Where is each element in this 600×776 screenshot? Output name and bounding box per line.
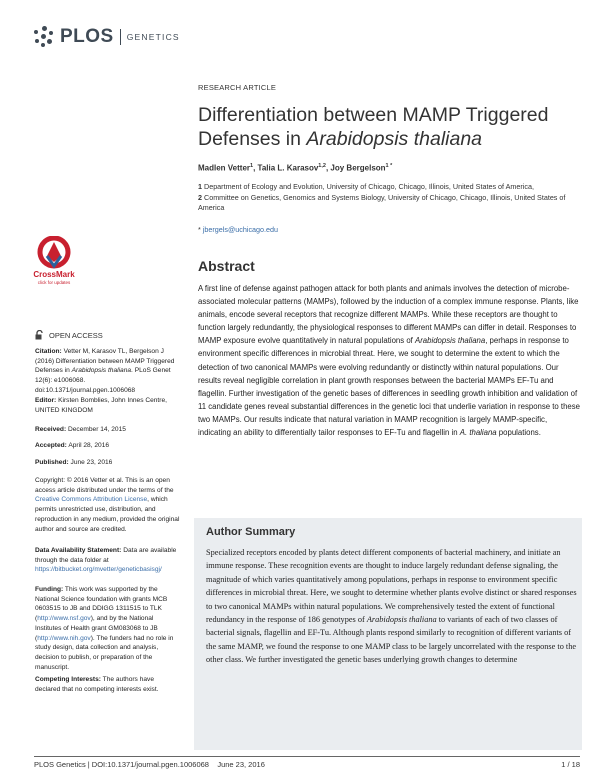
competing-interests-text: The authors have declared that no competing interests exist. bbox=[35, 676, 159, 693]
citation-species: Arabidopsis thaliana bbox=[71, 367, 132, 375]
data-availability-text: Data are available through the data folder at bbox=[35, 547, 177, 564]
funding-text-3: ). The funders had no role in study design, data collection and analysis, decision to publish, or preparation of the manuscript. bbox=[35, 634, 174, 671]
page-number: 1 / 18 bbox=[561, 760, 580, 769]
data-availability-block bbox=[35, 546, 180, 575]
author-summary-heading: Author Summary bbox=[206, 526, 296, 538]
editor-text: Kirsten Bomblies, John Innes Centre, UNITED KINGDOM bbox=[35, 397, 167, 414]
article-title bbox=[198, 103, 578, 151]
summary-species: Arabidopsis thaliana bbox=[366, 615, 437, 625]
author-name[interactable]: Talia L. Karasov bbox=[257, 163, 319, 173]
received-block bbox=[35, 425, 180, 435]
author-affiliation-mark: 1 * bbox=[385, 163, 393, 169]
footer-citation: PLOS Genetics | DOI:10.1371/journal.pgen.1006068 June 23, 2016 bbox=[34, 760, 265, 769]
summary-text-1: Specialized receptors encoded by plants detect different components of bacterial machinery, and initiate an immune response. These recognition events are thought to induce largely redundant defense signaling, the magnitude of which varies quantitatively among populations, perhaps in response to environment specific differences in microbial threat. Here, we sought to determine whether plants evolve distinct or shared responses to two canonical MAMPs within natural populations. We comprehensively tested the extent of functional redundancy in the response of 186 genotypes of bbox=[206, 548, 577, 625]
copyright-text-end: , which permits unrestricted use, distribution, and reproduction in any medium, provided the original author and source are credited. bbox=[35, 496, 180, 533]
funding-block bbox=[35, 585, 180, 672]
copyright-text: Copyright: © 2016 Vetter et al. This is an open access article distributed under the terms of the bbox=[35, 477, 174, 494]
nsf-link[interactable]: http://www.nsf.gov bbox=[37, 615, 91, 623]
crossmark-icon bbox=[30, 236, 78, 286]
footer-divider bbox=[34, 756, 580, 757]
accepted-label: Accepted: bbox=[35, 442, 67, 449]
logo-journal-name: GENETICS bbox=[126, 32, 180, 42]
abstract-text-1: A first line of defense against pathogen attack for both plants and animals involves the detection of microbe-associated molecular patterns (MAMPs), followed by the induction of a complex immune response. Plants, like animals, encode several receptors that recognize different MAMPs. While these receptors are thought to function largely redundantly, the physiological responses to different MAMPs can differ in detail. Responses to MAMP exposure evolve quantitatively in natural populations of bbox=[198, 284, 579, 346]
author-list: Madlen Vetter$^1$, Talia L. Karasov$^{1,2}$, Joy Bergelson$^{1 *}$ bbox=[198, 163, 393, 173]
journal-logo[interactable] bbox=[34, 24, 180, 50]
published-date: June 23, 2016 bbox=[70, 459, 113, 466]
received-label: Received: bbox=[35, 426, 67, 433]
title-species: Arabidopsis thaliana bbox=[306, 128, 483, 150]
corresponding-mark: * bbox=[198, 225, 201, 234]
open-access-label bbox=[35, 330, 103, 340]
open-access-text: OPEN ACCESS bbox=[49, 330, 103, 340]
logo-plos-text: PLOS bbox=[60, 26, 114, 47]
editor-label: Editor: bbox=[35, 397, 57, 404]
citation-block bbox=[35, 347, 180, 396]
published-block bbox=[35, 458, 180, 468]
email-link[interactable]: jbergels@uchicago.edu bbox=[202, 225, 279, 234]
abstract-species-short: A. thaliana bbox=[459, 428, 497, 438]
title-line-1: Differentiation between MAMP Triggered bbox=[198, 104, 549, 126]
funding-label: Funding: bbox=[35, 586, 64, 593]
citation-text: Vetter M, Karasov TL, Bergelson J (2016) Differentiation between MAMP Triggered Defenses in bbox=[35, 348, 175, 375]
title-line-2: Defenses in bbox=[198, 128, 307, 150]
author-name[interactable]: Joy Bergelson bbox=[330, 163, 386, 173]
plos-dots-icon bbox=[34, 26, 56, 48]
affiliation-number: 2 bbox=[198, 192, 202, 202]
competing-interests-block bbox=[35, 675, 180, 694]
open-lock-icon bbox=[35, 330, 44, 340]
editor-block bbox=[35, 396, 180, 415]
accepted-block bbox=[35, 441, 180, 451]
nih-link[interactable]: http://www.nih.gov bbox=[37, 634, 91, 642]
funding-text: This work was supported by the National Science foundation with grants MCB 0603515 to JB and DDIGG 1311515 to TLK ( bbox=[35, 586, 168, 623]
corresponding-email bbox=[198, 225, 278, 234]
published-label: Published: bbox=[35, 459, 69, 466]
affiliations bbox=[198, 182, 578, 214]
crossmark-sublabel: click for updates bbox=[37, 280, 71, 285]
copyright-block bbox=[35, 476, 180, 534]
abstract-species: Arabidopsis thaliana bbox=[415, 336, 486, 346]
crossmark-badge[interactable] bbox=[30, 236, 78, 286]
funding-text-2: ), and by the National Institutes of Health grant GM083068 to JB ( bbox=[35, 615, 158, 642]
received-date: December 14, 2015 bbox=[68, 426, 126, 433]
citation-doi: . PLoS Genet 12(6): e1006068. doi:10.1371/journal.pgen.1006068 bbox=[35, 367, 171, 394]
affiliation-text: Department of Ecology and Evolution, University of Chicago, Chicago, Illinois, United States of America, bbox=[204, 182, 534, 191]
author-name[interactable]: Madlen Vetter bbox=[198, 163, 251, 173]
logo-divider bbox=[120, 29, 121, 45]
article-type: RESEARCH ARTICLE bbox=[198, 83, 277, 92]
competing-interests-label: Competing Interests: bbox=[35, 676, 101, 683]
summary-text-2: to variants of each of two classes of bacterial signals, flagellin and EF-Tu. Although plants respond similarly to recognition of different variants of the same MAMP, we found the response to one MAMP class to be largely uncorrelated with the response to the other class. We further investigated the genetic bases underlying growth changes to determine bbox=[206, 615, 577, 665]
abstract-text-3: populations. bbox=[496, 428, 541, 438]
affiliation-text: Committee on Genetics, Genomics and Systems Biology, University of Chicago, Chicago, Illinois, United States of America bbox=[198, 192, 566, 213]
accepted-date: April 28, 2016 bbox=[68, 442, 110, 449]
abstract-text-2: , perhaps in response to environment specific differences in microbial threat. Here, we sought to determine the extent to which the detection of two canonical MAMPs were evolving redundantly or distinctly within natural populations. Our results reveal negligible correlation in plant growth responses between the bacterial MAMPs EF-Tu and flagellin. Further investigation of the genetic bases of differences in seedling growth inhibition and validation of 11 candidate genes reveal substantial differences in the genetic loci that underlie variation in response to these two MAMPs. Our results indicate that natural variation in MAMP recognition is largely MAMP-specific, indicating an ability to differentially tailor responses to EF-Tu and flagellin in bbox=[198, 336, 581, 438]
author-affiliation-mark: 1 bbox=[250, 163, 254, 169]
author-summary-paragraph bbox=[206, 546, 578, 667]
crossmark-label: CrossMark bbox=[33, 270, 75, 279]
data-availability-label: Data Availability Statement: bbox=[35, 547, 122, 554]
license-link[interactable]: Creative Commons Attribution License bbox=[35, 496, 148, 504]
author-affiliation-mark: 1,2 bbox=[318, 163, 326, 169]
citation-label: Citation: bbox=[35, 348, 62, 355]
affiliation-number: 1 bbox=[198, 182, 202, 191]
abstract-paragraph bbox=[198, 282, 581, 439]
abstract-heading: Abstract bbox=[198, 258, 255, 274]
data-link[interactable]: https://bitbucket.org/mvetter/geneticbasisgj/ bbox=[35, 566, 162, 574]
